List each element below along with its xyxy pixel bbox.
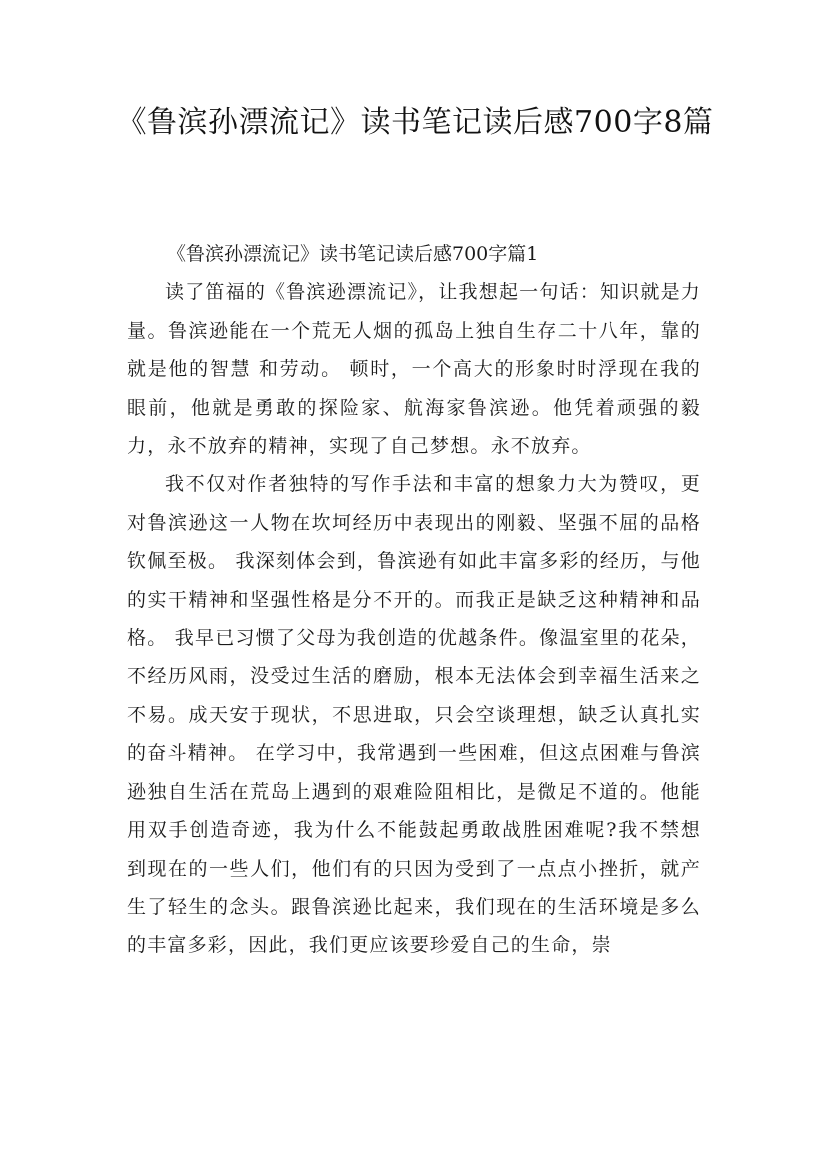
document-title: 《鲁滨孙漂流记》读书笔记读后感700字8篇 <box>116 105 714 140</box>
document-body <box>127 235 701 965</box>
paragraph: 读了笛福的《鲁滨逊漂流记》，让我想起一句话：知识就是力量。鲁滨逊能在一个荒无人烟的孤岛上独自生存二十八年，靠的就是他的智慧 和劳动。 顿时，一个高大的形象时时浮现在我的眼前，他就是勇敢的探险家、航海家鲁滨逊。他凭着顽强的毅力，永不放弃的精神，实现了自己梦想。永不放弃。 <box>127 281 701 458</box>
paragraph: 我不仅对作者独特的写作手法和丰富的想象力大为赞叹，更对鲁滨逊这一人物在坎坷经历中表现出的刚毅、坚强不屈的品格钦佩至极。 我深刻体会到，鲁滨逊有如此丰富多彩的经历，与他的实干精神和坚强性格是分不开的。而我正是缺乏这种精神和品格。 我早已习惯了父母为我创造的优越条件。像温室里的花朵，不经历风雨，没受过生活的磨励，根本无法体会到幸福生活来之不易。成天安于现状，不思进取，只会空谈理想，缺乏认真扎实的奋斗精神。 在学习中，我常遇到一些困难，但这点困难与鲁滨逊独自生活在荒岛上遇到的艰难险阻相比，是微足不道的。他能用双手创造奇迹，我为什么不能鼓起勇敢战胜困难呢?我不禁想到现在的一些人们，他们有的只因为受到了一点点小挫折，就产生了轻生的念头。跟鲁滨逊比起来，我们现在的生活环境是多么的丰富多彩，因此，我们更应该要珍爱自己的生命，崇 <box>127 473 701 957</box>
section-heading: 《鲁滨孙漂流记》读书笔记读后感700字篇1 <box>167 243 539 265</box>
